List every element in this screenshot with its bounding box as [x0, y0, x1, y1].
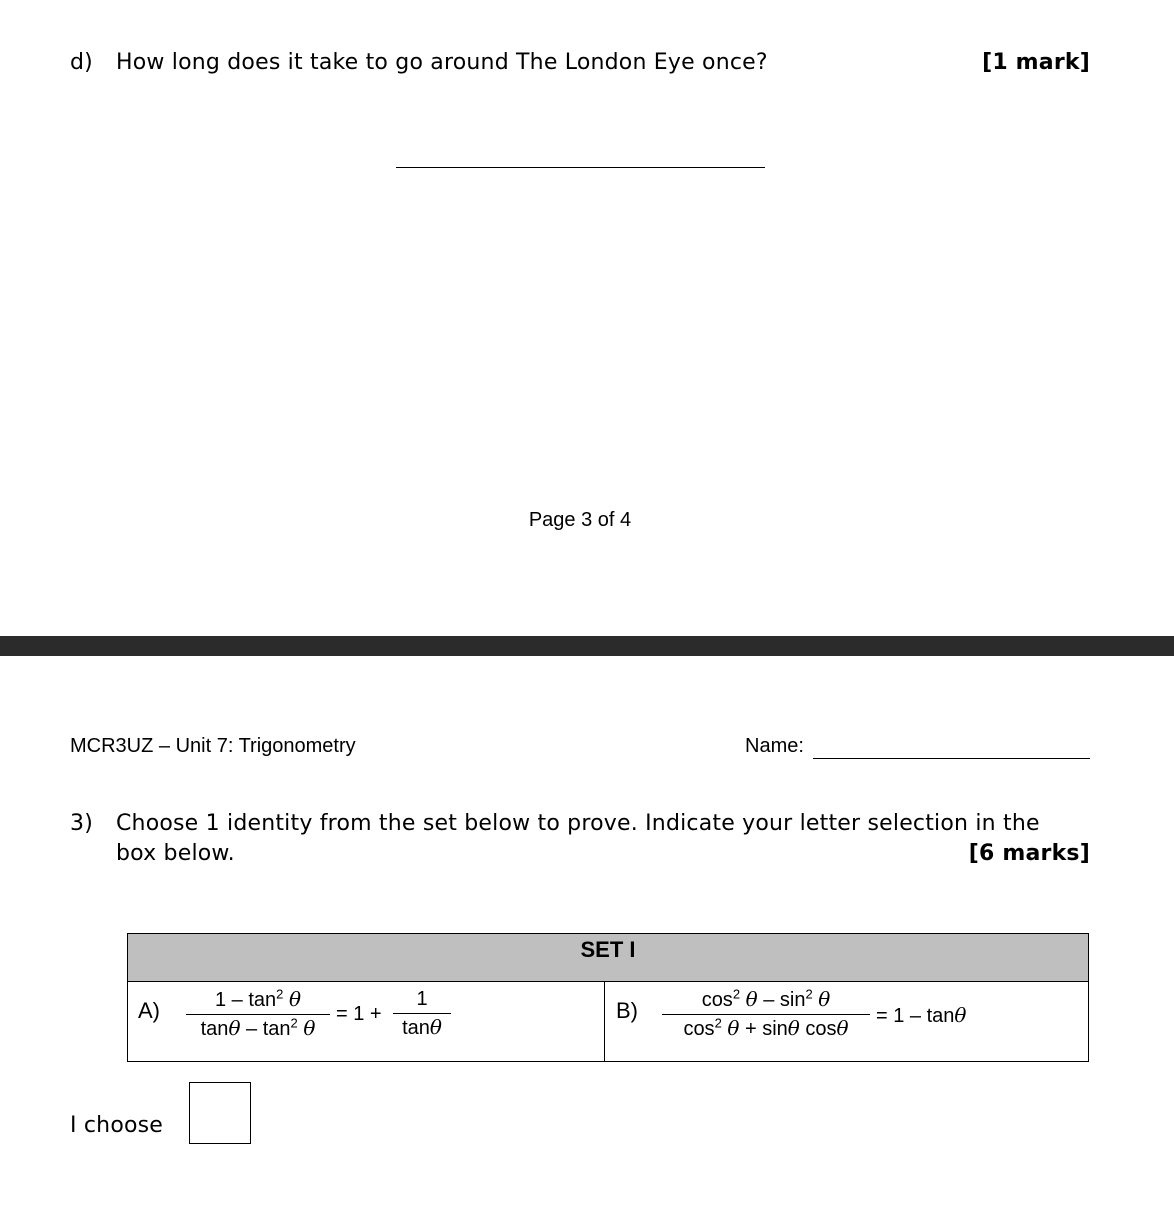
question-3-line2: box below.	[116, 841, 235, 866]
option-a-equals: = 1 +	[336, 1003, 382, 1025]
course-header: MCR3UZ – Unit 7: Trigonometry	[70, 735, 356, 757]
choice-box[interactable]	[189, 1082, 251, 1144]
question-3-marks: [6 marks]	[968, 841, 1090, 866]
set-title: SET I	[580, 937, 636, 962]
question-d-text: How long does it take to go around The London Eye once?	[116, 50, 768, 75]
question-3-label: 3)	[70, 811, 93, 836]
option-a-label: A)	[138, 998, 160, 1023]
set-table-header	[128, 934, 1088, 982]
cell-divider	[604, 982, 605, 1061]
option-b-lhs-fraction: $\cos^2 \theta - \sin^2 \theta$ $\cos^2 \theta + \sin\theta$ cosθ	[662, 988, 870, 1040]
option-a-rhs-fraction: 1 tanθ	[393, 988, 451, 1039]
page-separator	[0, 636, 1174, 656]
name-label: Name:	[745, 735, 804, 757]
option-a-lhs-fraction: $1 - \tan^2 \theta$ tanθ – $\tan^2 \theta$	[186, 988, 330, 1040]
choose-label: I choose	[70, 1113, 164, 1138]
answer-line[interactable]	[396, 167, 765, 168]
page-footer: Page 3 of 4	[528, 509, 632, 531]
option-b-label: B)	[616, 998, 638, 1023]
option-b-rhs: = 1 – tanθ	[876, 1003, 967, 1027]
question-d-marks: [1 mark]	[982, 50, 1090, 75]
question-3-line1: Choose 1 identity from the set below to prove. Indicate your letter selection in the	[116, 811, 1040, 836]
question-d-label: d)	[70, 50, 93, 75]
name-field[interactable]	[813, 758, 1090, 759]
